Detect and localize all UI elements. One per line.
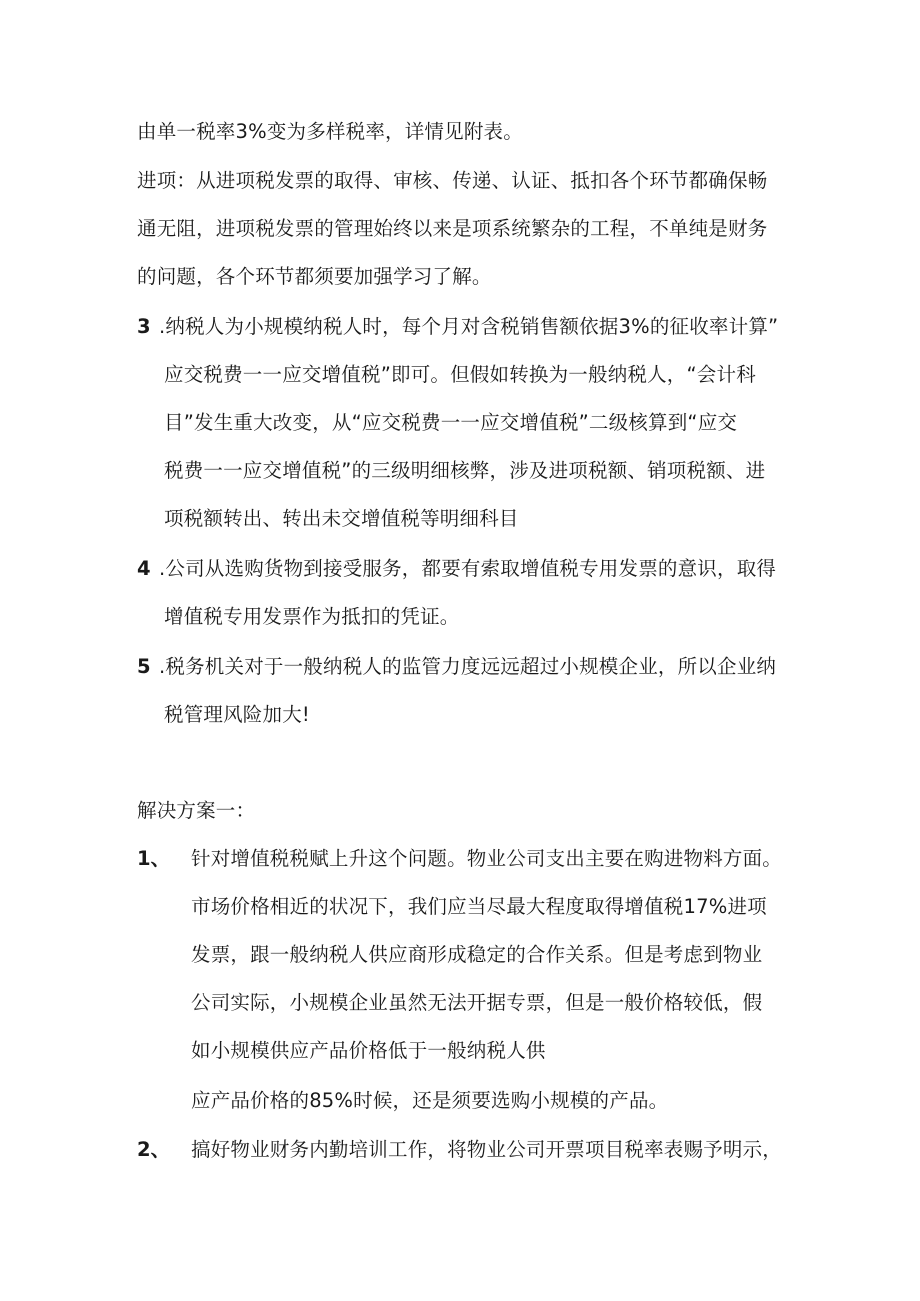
solution-1-number: 1、 [137, 847, 171, 870]
solution-1-line-2: 市场价格相近的状况下，我们应当尽最大程度取得增值税17%进项 [191, 895, 767, 918]
item-3-line-4: 税费一一应交增值税”的三级明细核弊，涉及进项税额、销项税额、进 [164, 459, 766, 482]
item-3-number: 3 [137, 315, 151, 338]
item-4-line-2: 增值税专用发票作为抵扣的凭证。 [164, 605, 460, 628]
solution-1-line-1: 针对增值税税赋上升这个问题。物业公司支出主要在购进物料方面。 [191, 847, 783, 870]
solution-2-line-1: 搞好物业财务内勤培训工作，将物业公司开票项目税率表赐予明示， [191, 1138, 783, 1161]
intro-line: 由单一税率3%变为多样税率，详情见附表。 [137, 120, 523, 143]
solution-heading: 解决方案一： [137, 799, 256, 822]
solution-1-line-5: 如小规模供应产品价格低于一般纳税人供 [191, 1039, 546, 1062]
item-3-line-3: 目”发生重大改变，从“应交税费一一应交增值税”二级核算到“应交 [164, 411, 738, 434]
solution-1-line-3: 发票，跟一般纳税人供应商形成稳定的合作关系。但是考虑到物业 [191, 943, 763, 966]
solution-1-line-6: 应产品价格的85%时候，还是须要选购小规模的产品。 [191, 1089, 669, 1112]
item-5-line-1: .税务机关对于一般纳税人的监管力度远远超过小规模企业，所以企业纳 [159, 655, 777, 678]
item-4-number: 4 [137, 557, 151, 580]
item-3-line-2: 应交税费一一应交增值税”即可。但假如转换为一般纳税人，“会计科 [164, 363, 756, 386]
input-tax-line-1: 进项：从进项税发票的取得、审核、传递、认证、抵扣各个环节都确保畅 [137, 169, 768, 192]
item-3-line-1: .纳税人为小规模纳税人时，每个月对含税销售额依据3%的征收率计算” [159, 315, 779, 338]
item-5-number: 5 [137, 655, 151, 678]
item-3-line-5: 项税额转出、转出未交增值税等明细科目 [164, 507, 519, 530]
item-5-line-2: 税管理风险加大! [164, 703, 310, 726]
item-4-line-1: .公司从选购货物到接受服务，都要有索取增值税专用发票的意识，取得 [159, 557, 777, 580]
solution-1-line-4: 公司实际，小规模企业虽然无法开据专票，但是一般价格较低，假 [191, 991, 763, 1014]
solution-2-number: 2、 [137, 1138, 171, 1161]
input-tax-line-3: 的问题，各个环节都须要加强学习了解。 [137, 265, 492, 288]
input-tax-line-2: 通无阻，进项税发票的管理始终以来是项系统繁杂的工程，不单纯是财务 [137, 217, 768, 240]
